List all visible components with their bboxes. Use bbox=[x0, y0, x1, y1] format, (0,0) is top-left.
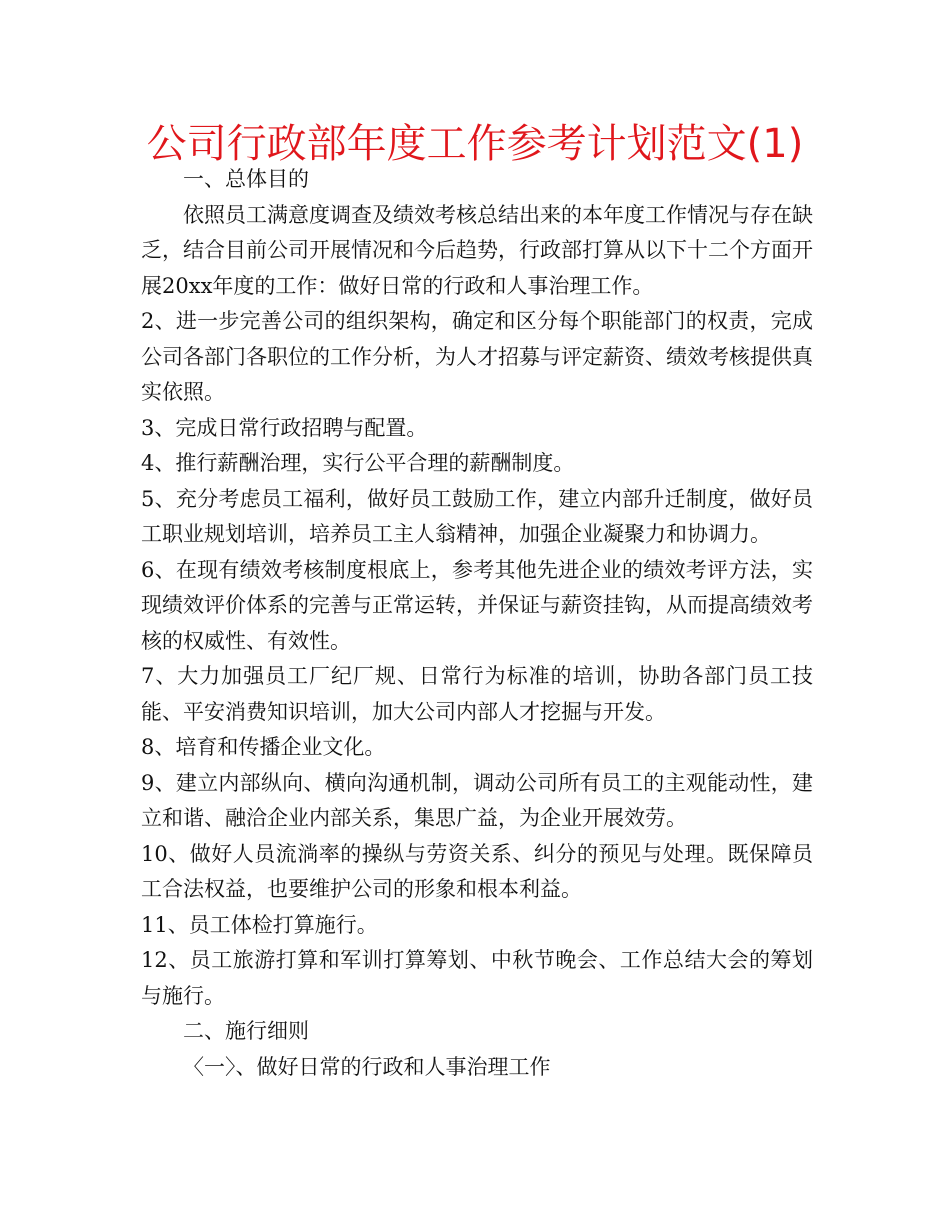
list-item: 2、进一步完善公司的组织架构，确定和区分每个职能部门的权责，完成公司各部门各职位的工作分析，为人才招募与评定薪资、绩效考核提供真实依照。 bbox=[141, 309, 813, 404]
list-item: 9、建立内部纵向、横向沟通机制，调动公司所有员工的主观能动性，建立和谐、融洽企业内部关系，集思广益，为企业开展效劳。 bbox=[141, 770, 813, 830]
document-body bbox=[141, 162, 813, 1085]
list-item: 4、推行薪酬治理，实行公平合理的薪酬制度。 bbox=[141, 451, 575, 475]
list-item: 3、完成日常行政招聘与配置。 bbox=[141, 415, 428, 440]
paragraph: 依照员工满意度调查及绩效考核总结出来的本年度工作情况与存在缺乏，结合目前公司开展情况和今后趋势，行政部打算从以下十二个方面开展20xx年度的工作：做好日常的行政和人事治理工作。 bbox=[141, 202, 813, 298]
list-item: 6、在现有绩效考核制度根底上，参考其他先进企业的绩效考评方法，实现绩效评价体系的完善与正常运转，并保证与薪资挂钩，从而提高绩效考核的权威性、有效性。 bbox=[141, 557, 813, 653]
document-title: 公司行政部年度工作参考计划范文(1) bbox=[146, 121, 804, 167]
section-heading: 二、施行细则 bbox=[183, 1019, 309, 1043]
list-item: 5、充分考虑员工福利，做好员工鼓励工作，建立内部升迁制度，做好员工职业规划培训，培养员工主人翁精神，加强企业凝聚力和协调力。 bbox=[141, 486, 813, 546]
list-item: 12、员工旅游打算和军训打算筹划、中秋节晚会、工作总结大会的筹划与施行。 bbox=[141, 948, 813, 1008]
list-item: 8、培育和传播企业文化。 bbox=[141, 735, 386, 759]
list-item: 11、员工体检打算施行。 bbox=[141, 912, 378, 937]
subsection-heading: 〈一〉、做好日常的行政和人事治理工作 bbox=[183, 1054, 551, 1079]
list-item: 10、做好人员流淌率的操纵与劳资关系、纠分的预见与处理。既保障员工合法权益，也要维护公司的形象和根本利益。 bbox=[141, 841, 813, 901]
section-heading: 一、总体目的 bbox=[183, 167, 309, 191]
list-item: 7、大力加强员工厂纪厂规、日常行为标准的培训，协助各部门员工技能、平安消费知识培训，加大公司内部人才挖掘与开发。 bbox=[141, 664, 813, 724]
